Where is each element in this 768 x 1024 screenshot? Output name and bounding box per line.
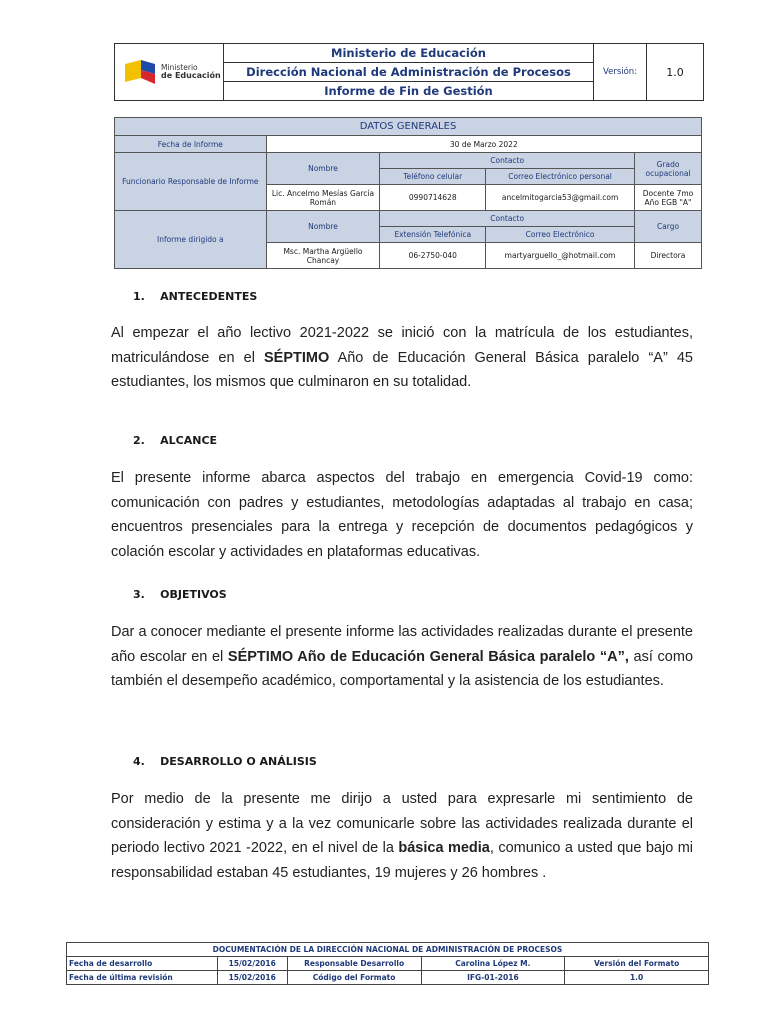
ministry-logo-icon: [123, 58, 157, 86]
datos-title: DATOS GENERALES: [115, 118, 702, 136]
footer-cell: Código del Formato: [287, 971, 421, 985]
nombre-label: Nombre: [266, 153, 380, 185]
telefono-label: Teléfono celular: [380, 169, 486, 185]
dir-correo: martyarguello_@hotmail.com: [486, 243, 635, 269]
footer-cell: Versión del Formato: [565, 957, 709, 971]
correo-label: Correo Electrónico: [486, 227, 635, 243]
dir-extension: 06-2750-040: [380, 243, 486, 269]
func-telefono: 0990714628: [380, 185, 486, 211]
footer-cell: Responsable Desarrollo: [287, 957, 421, 971]
section-heading: 1. ANTECEDENTES: [133, 290, 258, 303]
func-grado: Docente 7mo Año EGB "A": [635, 185, 702, 211]
datos-generales-table: [114, 117, 702, 269]
section-heading: 2. ALCANCE: [133, 434, 218, 447]
paragraph-objetivos: Dar a conocer mediante el presente informe las actividades realizadas durante el presente año escolar en el SÉPTIMO Año de Educación General Básica paralelo “A”, así como también el desempeño académico, comportamental y la asistencia de los estudiantes.: [111, 624, 694, 690]
footer-cell: Carolina López M.: [421, 957, 565, 971]
paragraph-alcance: El presente informe abarca aspectos del trabajo en emergencia Covid-19 como: comunicación con padres y estudiantes, metodologías adaptadas al trabajo en casa; encuentros presenciales para la entrega y recepción de documentos pedagógicos y colación escolar y actividades en plataformas educativas.: [111, 470, 693, 560]
contacto-label: Contacto: [380, 153, 635, 169]
fecha-label: Fecha de Informe: [115, 136, 267, 153]
header-title-1: Ministerio de Educación: [224, 44, 594, 63]
header-title-2: Dirección Nacional de Administración de Procesos: [224, 63, 594, 82]
extension-label: Extensión Telefónica: [380, 227, 486, 243]
section-heading: 4. DESARROLLO O ANÁLISIS: [133, 755, 317, 768]
contacto-label-2: Contacto: [380, 211, 635, 227]
footer-cell: 15/02/2016: [217, 971, 287, 985]
logo-text: Ministerio de Educación: [161, 63, 221, 80]
logo-cell: [115, 44, 224, 101]
version-value: 1.0: [647, 44, 704, 101]
footer-cell: IFG-01-2016: [421, 971, 565, 985]
correo-personal-label: Correo Electrónico personal: [486, 169, 635, 185]
paragraph-antecedentes: Al empezar el año lectivo 2021-2022 se inició con la matrícula de los estudiantes, matriculándose en el SÉPTIMO Año de Educación General Básica paralelo “A” 45 estudiantes, los mismos que culminaron en su totalidad.: [111, 325, 693, 391]
paragraph-desarrollo: Por medio de la presente me dirijo a usted para expresarle mi sentimiento de consideración y estima y a la vez comunicarle sobre las actividades realizada durante el periodo lectivo 2021 -2022, en el nivel de la básica media, comunico a usted que bajo mi responsabilidad estaban 45 estudiantes, 19 mujeres y 26 hombres .: [111, 791, 693, 881]
version-label: Versión:: [594, 44, 647, 101]
cargo-label: Cargo: [635, 211, 702, 243]
footer-cell: Fecha de desarrollo: [67, 957, 218, 971]
footer-cell: 1.0: [565, 971, 709, 985]
nombre-label-2: Nombre: [266, 211, 380, 243]
footer-title: DOCUMENTACIÓN DE LA DIRECCIÓN NACIONAL DE ADMINISTRACIÓN DE PROCESOS: [67, 943, 709, 957]
dir-nombre: Msc. Martha Argüello Chancay: [266, 243, 380, 269]
header-table: [114, 43, 704, 101]
fecha-value: 30 de Marzo 2022: [266, 136, 701, 153]
grado-label: Grado ocupacional: [635, 153, 702, 185]
section-heading: 3. OBJETIVOS: [133, 588, 227, 601]
footer-table: [66, 942, 709, 985]
footer-cell: Fecha de última revisión: [67, 971, 218, 985]
dir-cargo: Directora: [635, 243, 702, 269]
footer-cell: 15/02/2016: [217, 957, 287, 971]
dirigido-label: Informe dirigido a: [115, 211, 267, 269]
func-correo: ancelmitogarcia53@gmail.com: [486, 185, 635, 211]
func-label: Funcionario Responsable de Informe: [115, 153, 267, 211]
header-title-3: Informe de Fin de Gestión: [224, 82, 594, 101]
func-nombre: Lic. Ancelmo Mesías García Román: [266, 185, 380, 211]
